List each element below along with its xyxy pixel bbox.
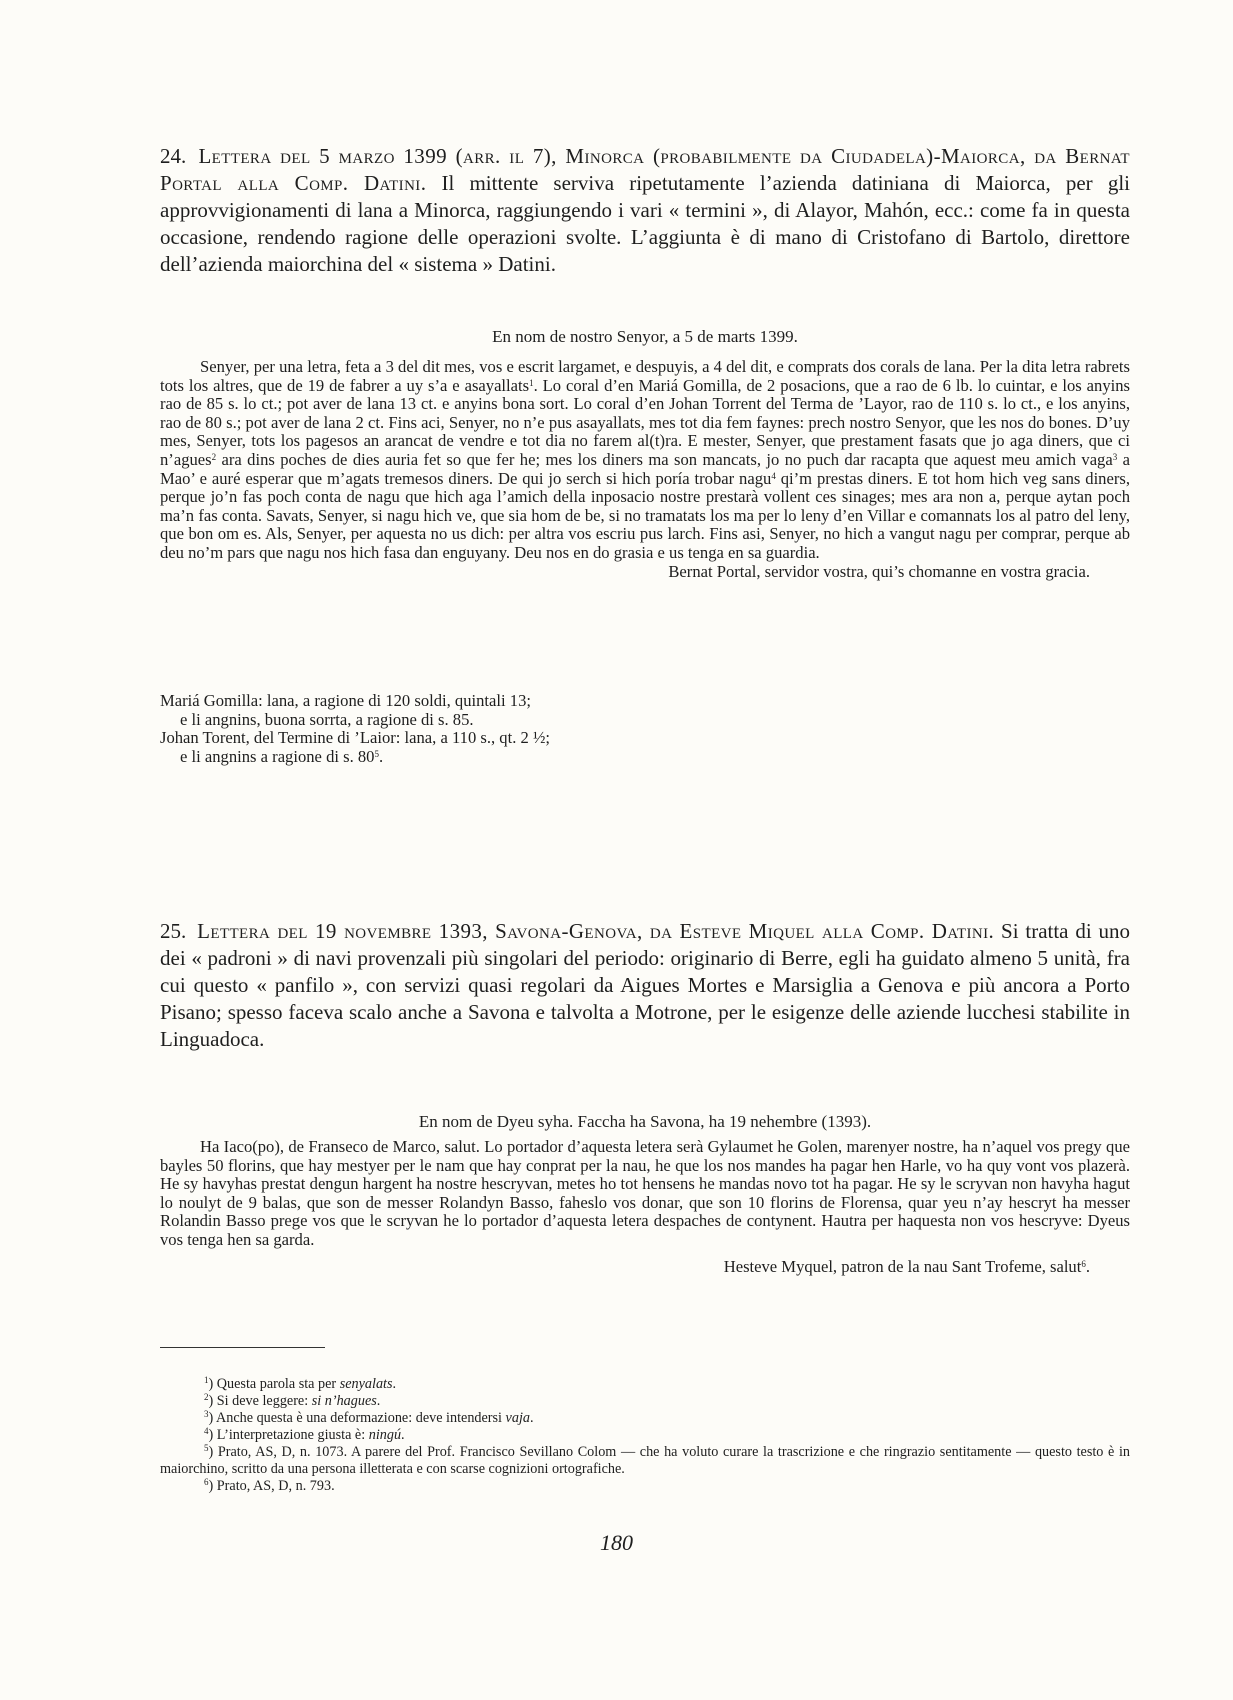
addendum-text: e li angnins, buona sorrta, a ragione di s. 85. <box>180 709 474 729</box>
footnote-ref: 5 <box>374 748 379 759</box>
footnote: $^3$) Anche questa è una deformazione: deve intendersi vaja. <box>204 1409 534 1426</box>
addendum-text: Mariá Gomilla: lana, a ragione di 120 soldi, quintali 13; <box>160 691 531 710</box>
footnote-number: 2 <box>204 1392 209 1402</box>
footnote-punct: . <box>401 1427 405 1443</box>
letter-24-title: Lettera del 5 marzo 1399 (arr. il 7), Minorca (probabilmente da Ciudadela)-Maiorca, da Bernat Portal alla Comp. Datini. <box>160 144 1130 195</box>
footnote-italic: ningú <box>368 1427 402 1443</box>
letter-24-description: Il mittente serviva ripetutamente l’azienda datiniana di Maiorca, per gli approvvigionamenti di lana a Minorca, raggiungendo i vari « termini », di Alayor, Mahón, ecc.: come fa in questa occasione, rendendo ragione delle operazioni svolte. L’aggiunta è di mano di Cristofano di Bartolo, direttore dell’azienda maiorchina del « sistema » Datini. <box>160 171 1130 276</box>
letter-24-addendum <box>160 692 1130 766</box>
letter-24-heading <box>160 143 1130 278</box>
footnote-ref: 1 <box>529 377 534 388</box>
body-text-segment: . Lo coral d’en Mariá Gomilla, de 2 posacions, que a rao de 6 lb. lo cuintar, e los anyins rao de 85 s. lo ct.; pot aver de lana 13 ct. e anyins bona sort. Lo coral d’en Johan Torrent del Terma de ’Layor, rao de 110 s. lo ct., e los anyins, rao de 80 s.; pot aver de lana 2 ct. Fins aci, Senyer, no n’e pus asayallats, mes tot dia fem faynes: prech nostro Senyor, que les nos do bones. D’uy mes, Senyer, tots los pagesos an arancat de vendre e tot dia no farem al(t)ra. E mester, Senyer, que prestament fasats que jo aga diners, que ci n’agues <box>160 375 1130 469</box>
addendum-line <box>160 692 1130 711</box>
footnote-punct: . <box>392 1376 397 1392</box>
body-text-segment: Senyer, per una letra, feta a 3 del dit mes, vos e escrit largamet, e despuyis, a 4 del dit, e comprats dos corals de lana. Per la dita letra rabrets tots los altres, que de 19 de fabrer a uy s’a e asayallats <box>160 357 1130 395</box>
footnote-number: 3 <box>204 1409 209 1419</box>
addendum-text: e li angnins a ragione di s. 80 <box>180 746 375 766</box>
footnote-number: 6 <box>204 1477 209 1487</box>
addendum-line: e li angnins a ragione di s. $80^5$. <box>180 746 384 766</box>
footnote-divider <box>160 1347 325 1348</box>
letter-25-number: 25. <box>160 919 187 943</box>
body-text-segment: ara dins poches de dies auria fet so que fer he; mes los diners ma son mancats, jo no puch dar racapta que aquest meu amich vaga <box>216 449 1113 469</box>
letter-24-body <box>160 358 1130 581</box>
footnote-text: Si deve leggere: <box>216 1393 312 1409</box>
page-number: 180 <box>600 1530 633 1555</box>
footnote-punct: . <box>529 1410 534 1426</box>
footnote-ref: 4 <box>771 470 776 481</box>
letter-24-body-paragraph <box>160 358 1130 563</box>
letter-24-signature: Bernat Portal, servidor vostra, qui’s chomanne en vostra gracia. <box>668 561 1090 581</box>
footnote-ref: 6 <box>1081 1258 1086 1269</box>
footnote: $^2$) Si deve leggere: si n’hagues. <box>204 1392 381 1409</box>
footnote-number: 1 <box>204 1375 209 1385</box>
letter-25-body-paragraph: Ha Iaco(po), de Franseco de Marco, salut. Lo portador d’aquesta letera serà Gylaumet he Golen, marenyer nostre, ha n’aquel vos pregy que bayles 50 florins, que hay mestyer per le nam que hay conprat per la nau, he que los nos mandes ha pagar hen Harle, vo ha quy vont vos plazerà. He sy havyhas prestat dengun hargent ha nostre hescryvan, metes ho tot hensens he mandas novo tot ha pagar. He sy le scryvan non havyha hagut lo noulyt de 9 balas, que son de messer Rolandyn Basso, faheslo vos donar, que son 10 florins de Florensa, quar yeu n’ay hescryt ha messer Rolandin Basso prege vos que le scryvan he lo portador d’aquesta letera despaches de contynent. Hautra per haquesta non vos hescryve: Dyeus vos tenga hen sa garda. <box>160 1137 1130 1249</box>
footnote-italic: senyalats <box>339 1376 393 1392</box>
footnote-number: 4 <box>204 1426 209 1436</box>
footnote: $^5$) Prato, AS, D, n. 1073. A parere del Prof. Francisco Sevillano Colom — che ha voluto curare la trascrizione e che ringrazio sentitamente — questo testo è in maiorchino, scritto da una persona illetterata e con scarse cognizioni ortografiche. <box>160 1443 1130 1477</box>
footnote-italic: si n’hagues <box>311 1393 377 1409</box>
footnote-text: L’interpretazione giusta è: <box>216 1427 369 1443</box>
footnote-number: 5 <box>204 1443 209 1453</box>
footnote-text: Prato, AS, D, n. 1073. A parere del Prof. Francisco Sevillano Colom — che ha voluto curare la trascrizione e che ringrazio sentitamente — questo testo è in maiorchino, scritto da una persona illetterata e con scarse cognizioni ortografiche. <box>160 1444 1130 1477</box>
footnote-text: Questa parola sta per <box>216 1376 340 1392</box>
footnote-text: Anche questa è una deformazione: deve intendersi <box>216 1410 506 1426</box>
letter-25-body <box>160 1138 1130 1276</box>
addendum-line <box>160 729 1130 748</box>
body-text-segment: a Mao’ e auré esperar que m’agats tremesos diners. De qui jo serch si hich poría trobar nagu <box>160 449 1131 488</box>
footnote-punct: . <box>376 1393 381 1409</box>
footnote: $^6$) Prato, AS, D, n. 793. <box>204 1477 335 1494</box>
footnote-ref: 3 <box>1112 451 1118 462</box>
letter-24-number: 24. <box>160 144 187 168</box>
footnote: $^4$) L’interpretazione giusta è: ningú. <box>204 1426 405 1443</box>
addendum-text: Johan Torent, del Termine di ’Laior: lana, a 110 s., qt. 2 ½; <box>160 728 551 748</box>
letter-24-salutation: En nom de nostro Senyor, a 5 de marts 1399. <box>492 327 798 346</box>
letter-25-signature: Hesteve Myquel, patron de la nau Sant Trofeme, salut$^6$. <box>723 1256 1090 1276</box>
footnote: $^1$) Questa parola sta per senyalats. <box>204 1375 397 1392</box>
letter-25-description: Si tratta di uno dei « padroni » di navi provenzali più singolari del periodo: originario di Berre, egli ha guidato almeno 5 unità, fra cui questo « panfilo », con servizi quasi regolari da Aigues Mortes e Marsiglia a Genova e più ancora a Porto Pisano; spesso faceva scalo anche a Savona e talvolta a Motrone, per le esigenze delle aziende lucchesi stabilite in Linguadoca. <box>160 919 1131 1051</box>
letter-25-salutation: En nom de Dyeu syha. Faccha ha Savona, ha 19 nehembre (1393). <box>418 1112 872 1131</box>
body-text-segment: qi’m prestas diners. E tot hom hich veg sans diners, perque jo’n fas poch conta de nagu que hich aga l’amich della inposacio nostre prestarà vollent ces sinages; mes ara non a, perque aytan poch ma’n fas conta. Savats, Senyer, si nagu hich ve, que sia hom de be, si no tramatats los ma per lo leny d’en Villar e comannats los al patro del leny, que bon om es. Als, Senyer, per aquesta no us dich: per altra vos escriu pus larch. Fins asi, Senyer, no hich a vangut nagu per comprar, perque ab deu no’m pars que nagu nos hich fasa dan enguyany. Deu nos en do grasia e us tenga en sa guardia. <box>160 468 1130 562</box>
footnote-ref: 2 <box>211 451 217 462</box>
letter-25-title: Lettera del 19 novembre 1393, Savona-Genova, da Esteve Miquel alla Comp. Datini. <box>197 919 995 943</box>
letter-25-heading <box>160 918 1130 1053</box>
letter-25-signature-text: Hesteve Myquel, patron de la nau Sant Trofeme, salut <box>723 1256 1082 1276</box>
footnote-text: Prato, AS, D, n. 793. <box>216 1478 335 1494</box>
addendum-line <box>160 711 1130 730</box>
footnotes <box>160 1376 1130 1495</box>
footnote-italic: vaja <box>505 1410 530 1426</box>
